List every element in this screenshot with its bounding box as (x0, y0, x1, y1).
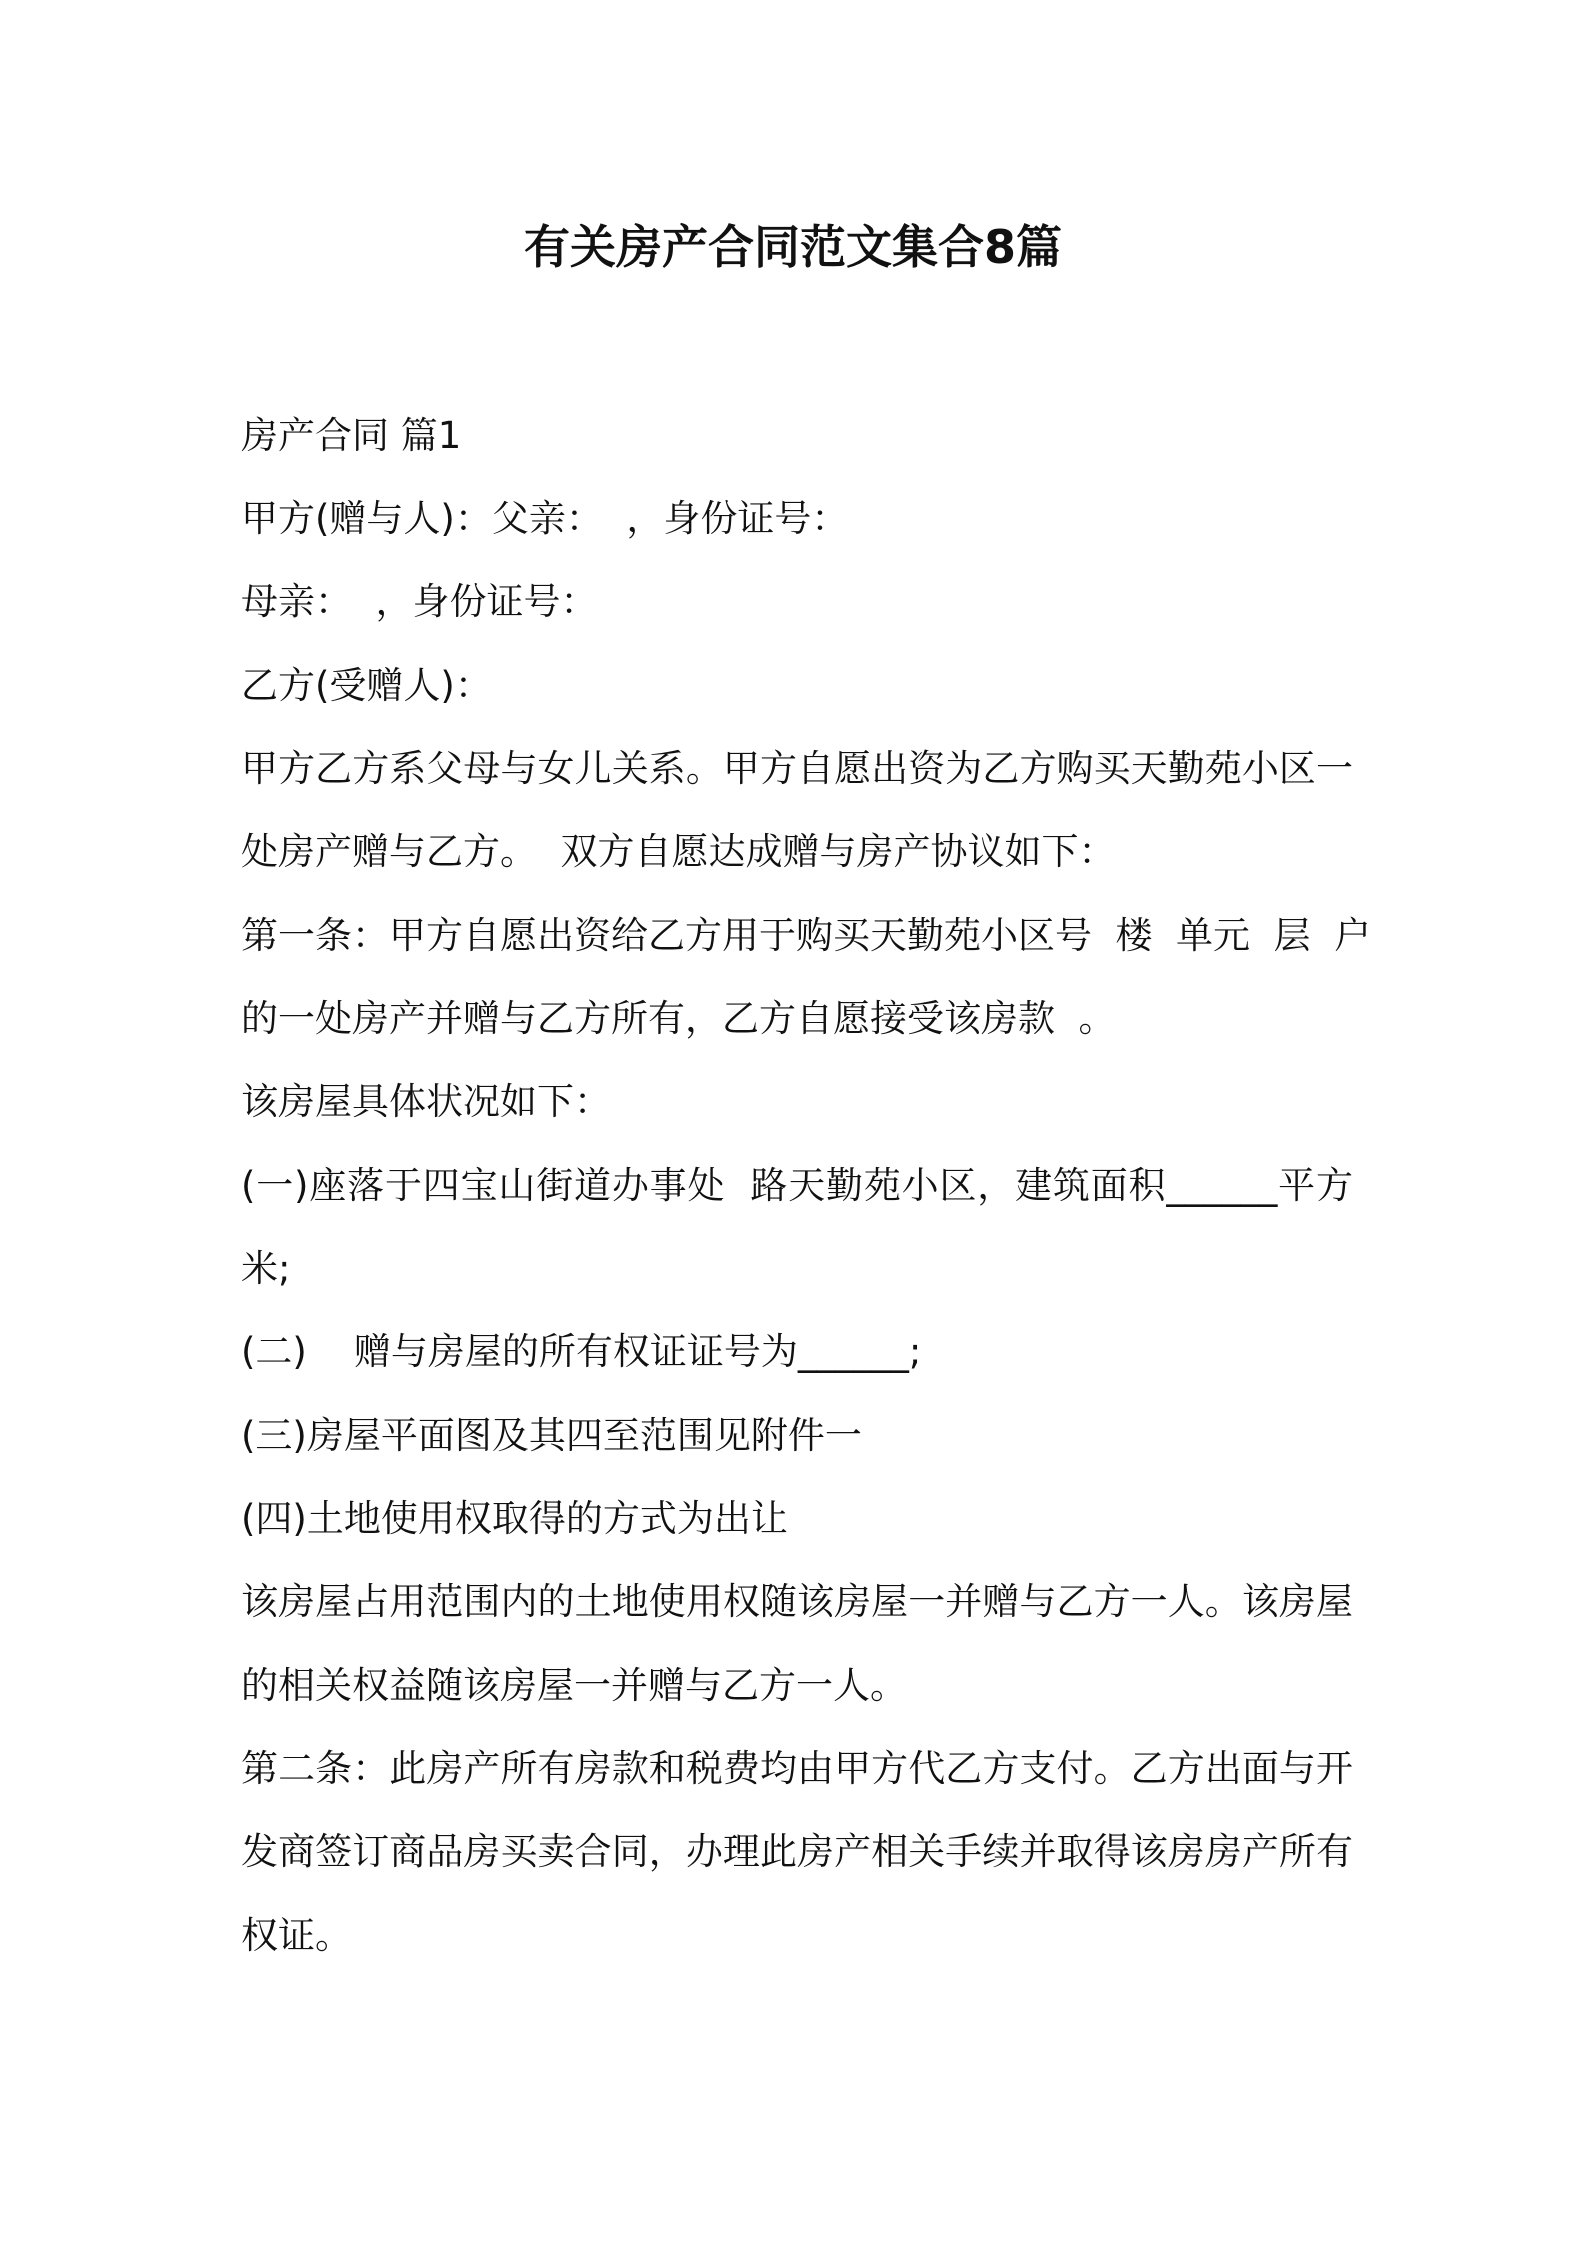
paragraph-line: 该房屋占用范围内的土地使用权随该房屋一并赠与乙方一人。该房屋 (241, 1580, 1353, 1623)
party-a-father-line: 甲方(赠与人)：父亲： ，身份证号： (241, 497, 849, 540)
section-heading: 房产合同 篇1 (241, 414, 462, 457)
list-item-four-line: (四)土地使用权取得的方式为出让 (241, 1497, 788, 1540)
article-two-line: 第二条：此房产所有房款和税费均由甲方代乙方支付。乙方出面与开 (241, 1747, 1353, 1790)
party-a-mother-line: 母亲： ，身份证号： (241, 580, 598, 623)
paragraph-line: 该房屋具体状况如下： (241, 1080, 611, 1123)
paragraph-line: 的相关权益随该房屋一并赠与乙方一人。 (241, 1664, 907, 1707)
paragraph-line: 米; (241, 1247, 291, 1290)
document-title: 有关房产合同范文集合8篇 (523, 220, 1062, 274)
article-one-line: 第一条：甲方自愿出资给乙方用于购买天勤苑小区号 楼 单元 层 户 (241, 914, 1372, 957)
paragraph-line: 发商签订商品房买卖合同，办理此房产相关手续并取得该房房产所有 (241, 1830, 1353, 1873)
list-item-three-line: (三)房屋平面图及其四至范围见附件一 (241, 1414, 862, 1457)
paragraph-line: 权证。 (241, 1914, 352, 1957)
list-item-two-line: (二) 赠与房屋的所有权证证号为______; (241, 1330, 922, 1373)
paragraph-line: 甲方乙方系父母与女儿关系。甲方自愿出资为乙方购买天勤苑小区一 (241, 747, 1353, 790)
paragraph-line: 的一处房产并赠与乙方所有，乙方自愿接受该房款 。 (241, 997, 1116, 1040)
paragraph-line: 处房产赠与乙方。 双方自愿达成赠与房产协议如下： (241, 830, 1116, 873)
list-item-one-line: (一)座落于四宝山街道办事处 路天勤苑小区，建筑面积______平方 (241, 1164, 1353, 1207)
party-b-line: 乙方(受赠人)： (241, 664, 492, 707)
